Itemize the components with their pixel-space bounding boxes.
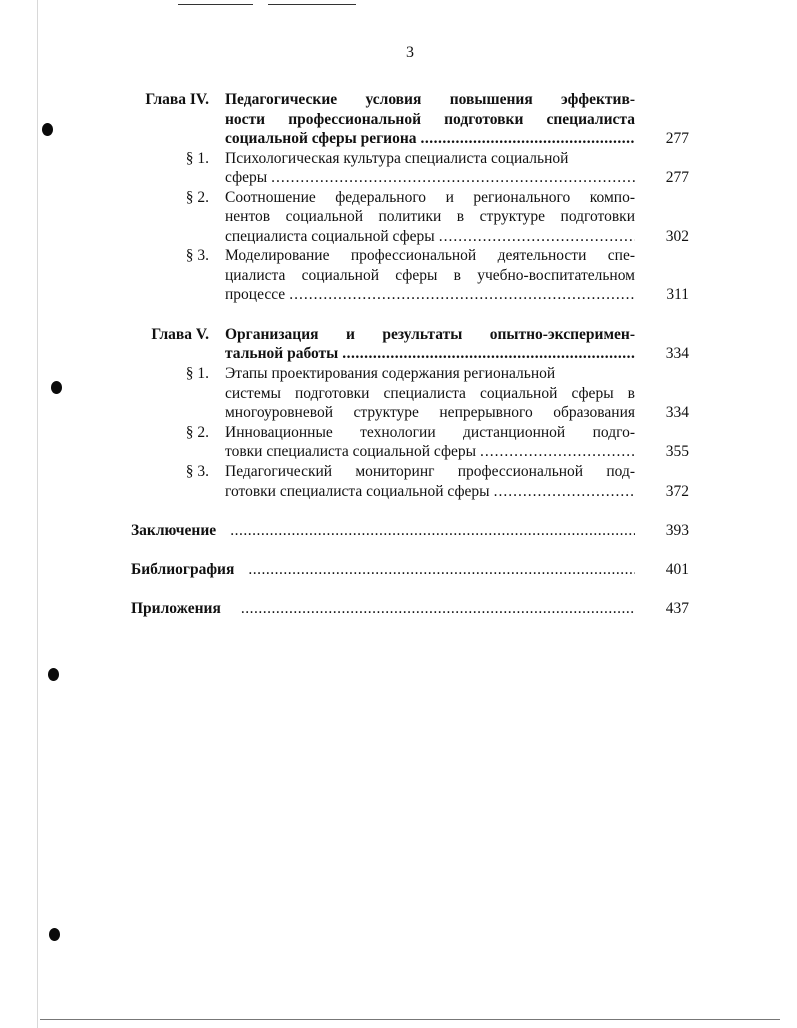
back-matter-title: Приложения xyxy=(131,600,221,617)
page-ref: 277 xyxy=(665,169,689,186)
dot-leader xyxy=(289,285,635,305)
section-label: § 3. xyxy=(185,463,209,480)
dot-leader xyxy=(421,129,635,149)
toc-entry-row[interactable] xyxy=(225,442,635,462)
toc-entry-row[interactable] xyxy=(225,344,635,364)
chapter-title-line: Организация и результаты опытно-эксперимен- xyxy=(225,326,635,343)
section-title-line: Соотношение федерального и регионального компо- xyxy=(225,189,635,206)
toc-entry-row[interactable] xyxy=(225,129,635,149)
section-label: § 2. xyxy=(185,424,209,441)
section-title-line: циалиста социальной сферы в учебно-воспитательном xyxy=(225,267,635,284)
page-ref: 277 xyxy=(665,130,689,147)
toc-entry-row[interactable] xyxy=(225,227,635,247)
chapter-title-line: ности профессиональной подготовки специалиста xyxy=(225,111,635,128)
section-label: § 1. xyxy=(185,150,209,167)
section-title-line: системы подготовки специалиста социальной сферы в xyxy=(225,385,635,402)
section-title-line: многоуровневой структуре непрерывного образования xyxy=(225,404,635,421)
section-title-line: Моделирование профессиональной деятельности спе- xyxy=(225,247,635,264)
section-title-line: готовки специалиста социальной сферы xyxy=(225,483,490,500)
toc-entry-row[interactable] xyxy=(131,521,635,541)
scan-line-top-2 xyxy=(268,4,356,5)
section-title-line: специалиста социальной сферы xyxy=(225,228,435,245)
toc-entry-row[interactable] xyxy=(225,168,635,188)
dot-leader xyxy=(439,227,635,247)
page-ref: 355 xyxy=(665,443,689,460)
section-title-line: процессе xyxy=(225,286,286,303)
page-ref: 401 xyxy=(665,561,689,578)
section-label: § 1. xyxy=(185,365,209,382)
page-ref: 372 xyxy=(665,483,689,500)
page-ref: 437 xyxy=(665,600,689,617)
page-ref: 334 xyxy=(665,404,689,421)
punch-hole-3 xyxy=(48,668,59,681)
section-label: § 3. xyxy=(185,247,209,264)
back-matter-title: Заключение xyxy=(131,522,217,539)
dot-leader xyxy=(241,599,635,619)
page-bottom-edge xyxy=(40,1019,780,1020)
chapter-label: Глава V. xyxy=(151,326,209,343)
toc-entry-row[interactable] xyxy=(131,599,635,619)
section-title-line: Этапы проектирования содержания региональной xyxy=(225,365,556,382)
toc-entry-row[interactable] xyxy=(131,560,635,580)
chapter-title-line: тальной работы xyxy=(225,345,339,362)
section-title-line: сферы xyxy=(225,169,268,186)
section-title-line: Педагогический мониторинг профессиональной под- xyxy=(225,463,635,480)
dot-leader xyxy=(494,482,635,502)
punch-hole-2 xyxy=(51,381,62,394)
dot-leader xyxy=(480,442,635,462)
section-title-line: товки специалиста социальной сферы xyxy=(225,443,477,460)
dot-leader xyxy=(342,344,635,364)
scan-line-top-1 xyxy=(178,4,253,5)
toc-entry-row[interactable] xyxy=(225,285,635,305)
dot-leader xyxy=(230,521,635,541)
page-ref: 302 xyxy=(665,228,689,245)
chapter-title-line: социальной сферы региона xyxy=(225,130,417,147)
section-title-line: нентов социальной политики в структуре подготовки xyxy=(225,208,635,225)
section-title-line: Инновационные технологии дистанционной подго- xyxy=(225,424,635,441)
section-label: § 2. xyxy=(185,189,209,206)
punch-hole-4 xyxy=(49,928,60,941)
page-ref: 334 xyxy=(665,345,689,362)
page-ref: 393 xyxy=(665,522,689,539)
page-number: 3 xyxy=(406,44,414,61)
dot-leader xyxy=(248,560,635,580)
chapter-label: Глава IV. xyxy=(145,91,209,108)
punch-hole-1 xyxy=(42,123,53,136)
chapter-title-line: Педагогические условия повышения эффектив- xyxy=(225,91,635,108)
dot-leader xyxy=(271,168,635,188)
section-title-line: Психологическая культура специалиста социальной xyxy=(225,150,569,167)
back-matter-title: Библиография xyxy=(131,561,235,578)
toc-entry-row[interactable] xyxy=(225,482,635,502)
page-left-edge xyxy=(37,0,38,1028)
page-ref: 311 xyxy=(666,286,689,303)
